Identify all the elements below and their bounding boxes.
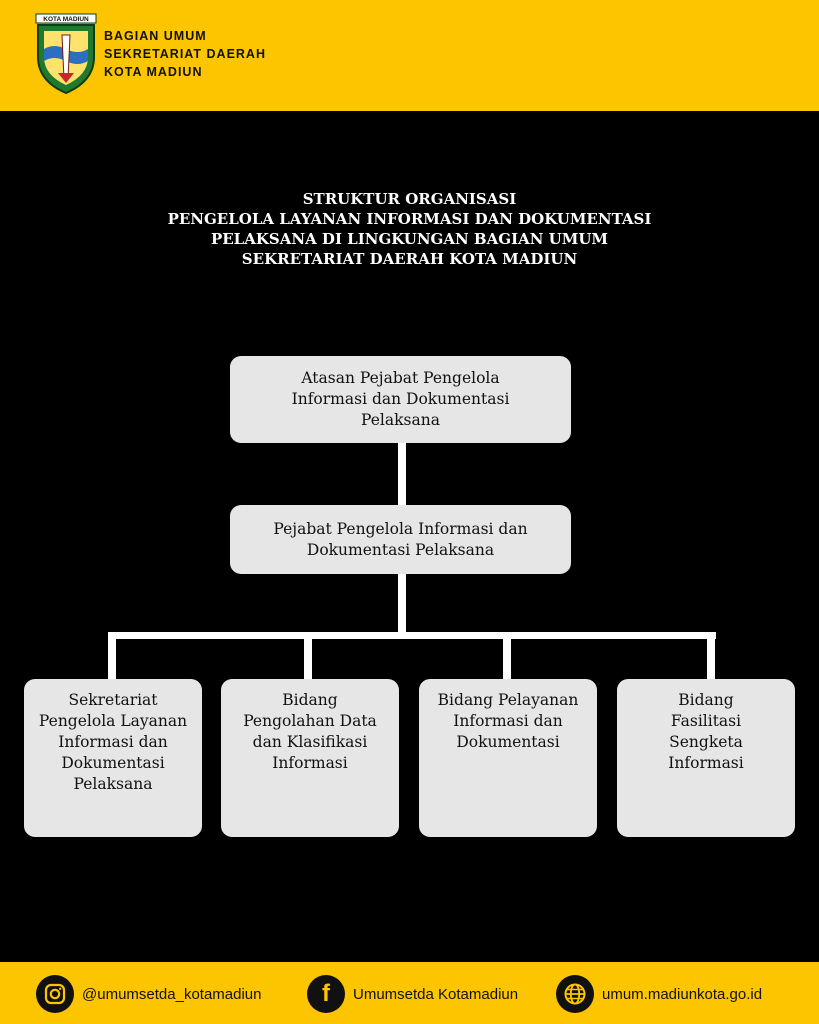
- connector-horizontal: [108, 632, 716, 639]
- node-label: Sekretariat Pengelola Layanan Informasi dan Dokumentasi Pelaksana: [38, 691, 188, 793]
- kota-madiun-crest-icon: [34, 13, 98, 95]
- node-atasan-pejabat: [230, 356, 571, 443]
- node-pejabat-pengelola: [230, 505, 571, 574]
- title-line: PENGELOLA LAYANAN INFORMASI DAN DOKUMENTASI: [167, 210, 652, 228]
- connector-drop: [108, 632, 116, 682]
- connector-drop: [707, 632, 715, 682]
- org-line: KOTA MADIUN: [104, 65, 203, 79]
- organization-name: [104, 27, 266, 81]
- website-link[interactable]: [556, 975, 762, 1013]
- facebook-link[interactable]: [307, 975, 518, 1013]
- node-bidang-pengolahan: [221, 679, 399, 837]
- connector-drop: [304, 632, 312, 682]
- facebook-icon: f: [307, 975, 345, 1013]
- title-line: STRUKTUR ORGANISASI: [302, 190, 517, 208]
- org-line: SEKRETARIAT DAERAH: [104, 47, 266, 61]
- website-url: umum.madiunkota.go.id: [602, 985, 763, 1003]
- title-line: SEKRETARIAT DAERAH KOTA MADIUN: [241, 250, 578, 268]
- node-label: Atasan Pejabat Pengelola Informasi dan Dokumentasi Pelaksana: [291, 369, 510, 429]
- header-bar: [0, 0, 819, 111]
- org-line: BAGIAN UMUM: [104, 29, 207, 43]
- node-label: Bidang Pelayanan Informasi dan Dokumentasi: [437, 691, 579, 751]
- node-label: Bidang Pengolahan Data dan Klasifikasi Informasi: [243, 691, 377, 772]
- instagram-link[interactable]: [36, 975, 262, 1013]
- crest-label: KOTA MADIUN: [43, 16, 89, 23]
- connector-drop: [503, 632, 511, 682]
- facebook-page: Umumsetda Kotamadiun: [353, 985, 519, 1003]
- instagram-handle: @umumsetda_kotamadiun: [82, 985, 262, 1003]
- title-line: PELAKSANA DI LINGKUNGAN BAGIAN UMUM: [210, 230, 609, 248]
- node-label: Bidang Fasilitasi Sengketa Informasi: [668, 691, 744, 772]
- chart-title: [0, 189, 819, 269]
- node-sekretariat: [24, 679, 202, 837]
- connector-top-to-middle: [398, 442, 406, 508]
- instagram-icon: [36, 975, 74, 1013]
- node-bidang-pelayanan: [419, 679, 597, 837]
- globe-icon: [556, 975, 594, 1013]
- footer-bar: [0, 962, 819, 1024]
- node-label: Pejabat Pengelola Informasi dan Dokumentasi Pelaksana: [273, 519, 528, 559]
- connector-middle-down: [398, 573, 406, 637]
- node-bidang-fasilitasi: [617, 679, 795, 837]
